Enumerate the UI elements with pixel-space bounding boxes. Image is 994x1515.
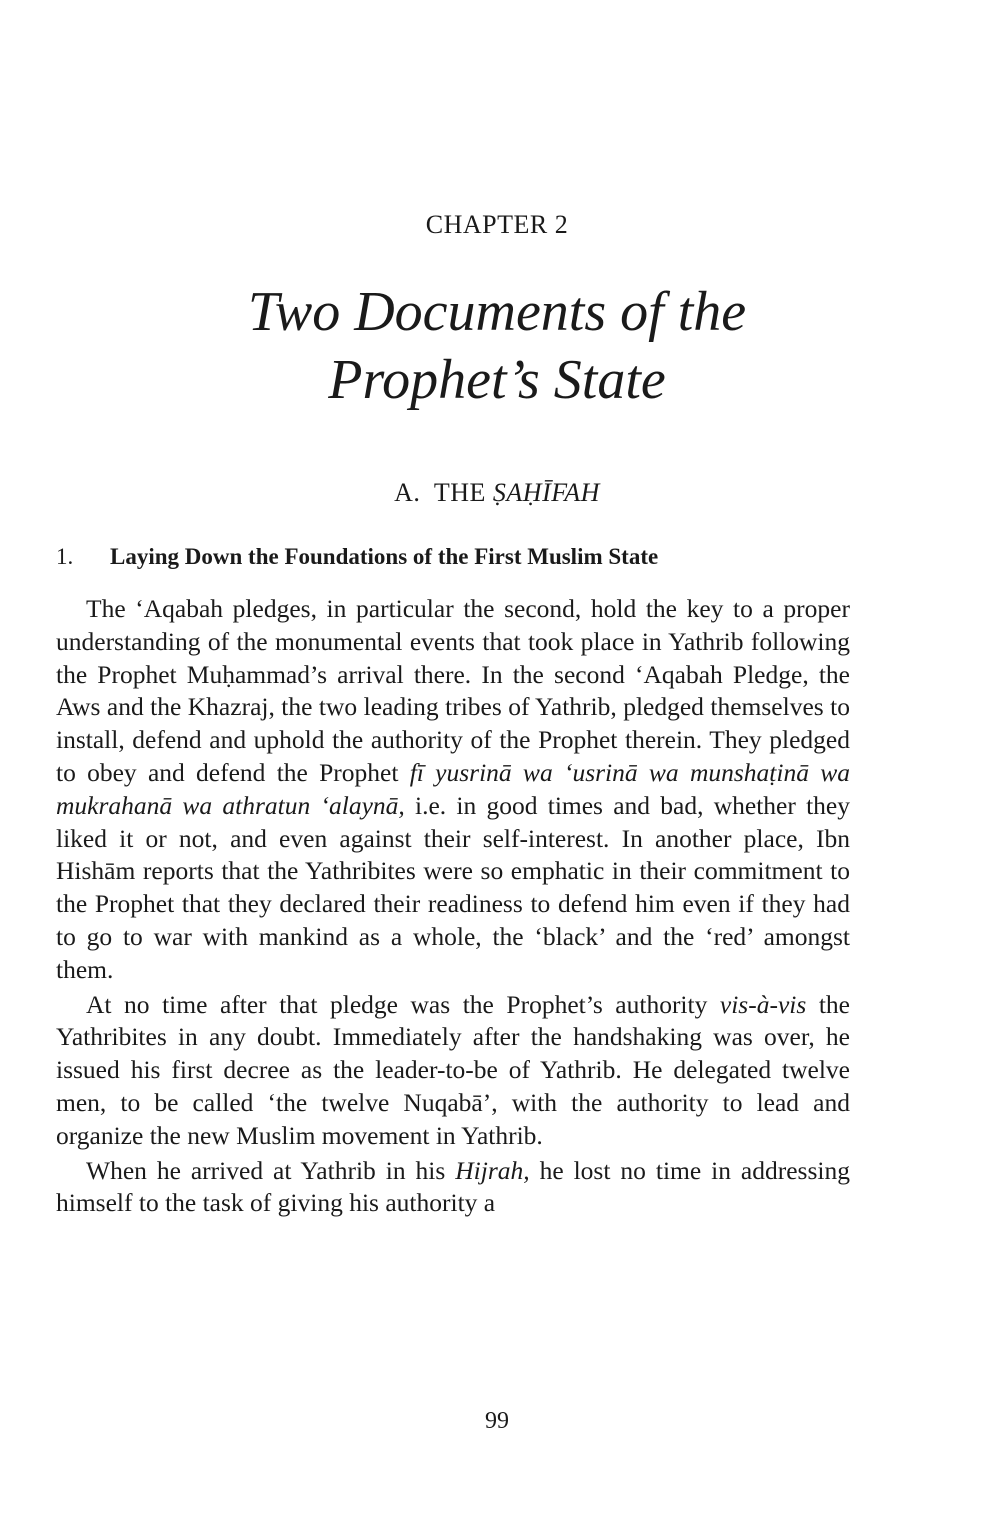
page-number: 99	[485, 1408, 509, 1434]
chapter-title-line-1: Two Documents of the	[247, 281, 747, 343]
paragraph-2	[56, 989, 850, 1153]
subsection-number: 1.	[56, 544, 74, 569]
section-the: THE	[433, 478, 486, 507]
chapter-title	[0, 278, 994, 414]
paragraph-3-text-a: When he arrived at Yathrib in his	[86, 1155, 456, 1185]
paragraph-2-text-a: At no time after that pledge was the Prophet’s authority	[86, 989, 720, 1019]
paragraph-1	[56, 593, 850, 987]
paragraph-1-arabic-phrase: fī yusrinā wa ‘usrinā wa munshaṭinā wa mukrahanā wa athratun ‘alaynā,	[56, 757, 850, 820]
paragraph-3-italic-word: Hijrah,	[455, 1155, 530, 1185]
paragraph-3	[56, 1155, 850, 1221]
section-name: ṢAḤĪFAH	[492, 478, 600, 507]
paragraph-2-italic-phrase: vis-à-vis	[719, 989, 807, 1019]
section-heading	[0, 478, 994, 508]
subsection-heading	[56, 544, 854, 570]
paragraph-1-text-a: The ‘Aqabah pledges, in particular the second, hold the key to a proper understanding of the monumental events that took place in Yathrib following the Prophet Muḥammad’s arrival there. In the second ‘Aqabah Pledge, the Aws and the Khazraj, the two leading tribes of Yathrib, pledged themselves to install, defend and uphold the authority of the Prophet therein. They pledged to obey and defend the Prophet	[56, 594, 850, 787]
paragraph-1-text-c: i.e. in good times and bad, whether they liked it or not, and even against their self-interest. In another place, Ibn Hishām reports that the Yathribites were so emphatic in their commitment to the Prophet that they declared their readiness to defend him even if they had to go to war with mankind as a whole, the ‘black’ and the ‘red’ amongst them.	[56, 790, 850, 984]
body-text	[56, 593, 850, 1220]
chapter-label: CHAPTER 2	[425, 210, 569, 239]
paragraph-2-text-c: the Yathribites in any doubt. Immediately after the handshaking was over, he issued his first decree as the leader-to-be of Yathrib. He delegated twelve men, to be called ‘the twelve Nuqabā’, with the authority to lead and organize the new Muslim movement in Yathrib.	[56, 989, 850, 1150]
paragraph-3-text-c: he lost no time in addressing himself to the task of giving his authority a	[56, 1155, 850, 1218]
chapter-title-line-2: Prophet’s State	[328, 349, 666, 411]
subsection-title: Laying Down the Foundations of the First Muslim State	[110, 544, 659, 569]
section-letter: A.	[394, 478, 421, 507]
